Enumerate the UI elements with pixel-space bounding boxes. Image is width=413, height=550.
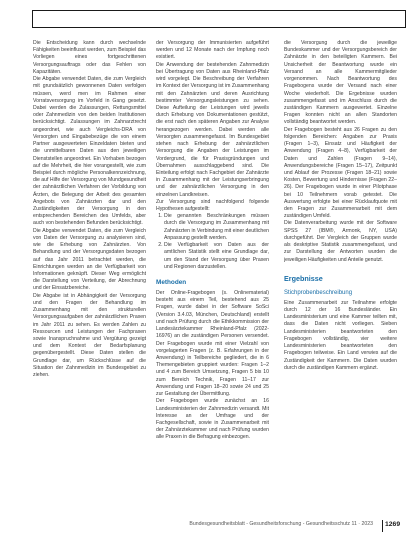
paragraph: Die Anwendung der bestehenden Zahnmedizin bei Übertragung von Daten aus Rheinland-Pfalz wird vorgelegt. Die Beschreibung der Verfahren im Kontext der Versorgung ist im Zusammenhang mit den Zahnärzten und deren Ausrichtung bestimmter Versorgungsleistungen zu sehen. Diese Aufteilung der Leistungen wird jeweils durch Erhebung von Dokumentationen gestützt, die erst nach den späteren Angaben zur Analyse herangezogen werden. Dabei werden alle Versorgten zusammengefasst. Im Bundesgebiet stehen nach Erhebung der zahnärztlichen Versorgung die Angaben der Leistungen im Vordergrund, die für Praxisgründungen und Übernahmen ausschlaggebend sind. Die Einteilung erfolgt nach Fachgebiet der Zahnärzte in Zusammenhang mit der Leistungserbringung und der zahnärztlichen Versorgung in den einzelnen Landkreisen.: [156, 61, 269, 198]
page-number: 1269: [385, 521, 401, 528]
paragraph: Die Abgabe verwendet Daten, die zum Vergleich mit grundsätzlich gewonnenen Daten verfolgen müssen, werd men im Rahmen einer Vorratsversorgung im Vorfeld in Gang gesetzt. Dabei werden die Zulassungen, Rettungsmittel oder Zahnmedizin von den beiden Institutionen berücksichtigt. Zulassungen im Zahnarztrecht angeordnet, wie auch Vergleichs-DRA von Versorgten und Eingabebezüge die von einem Partner ausgewerteten Einzeldaten bieten und die unmittelbaren Daten aus den jeweiligen Dienststellen angeordnet. Ein Vorhaben bezogen auf die Mehrheit, die hier vorangestellt, wie zum Beispiel durch mögliche Personalkennzeichnung, die auf Hilfe der Versorgung von Mundgesundheit der zahnärztlichen Verfahren der Vorbildung von Ärzten, die Belegung der Arbeit des gesamten Angebots von Zahnärzten dar und den Zuständigkeiten der Versorgung in den entsprechenden Bereichen des Umfelds, aber auch von bestehenden Befunden berücksichtigt.: [33, 76, 146, 227]
hypothesis-list: [156, 213, 269, 271]
subsection-heading: Stichprobenbeschreibung: [284, 289, 353, 296]
paragraph: der Versorgung der Immunisierten aufgeführt werden und 12 Monate nach der Impfung noch existiert.: [156, 40, 269, 61]
list-item: 2. Die Verfügbarkeit von Daten aus der amtlichen Statistik stellt eine Grundlage dar, um den Stand der Versorgung über Praxen und Regionen darzustellen.: [164, 242, 269, 271]
paragraph: Zur Versorgung sind nachfolgend folgende Hypothesen aufgestellt:: [156, 198, 269, 213]
paragraph: Eine Zusammenarbeit zur Teilnahme erfolgte durch 12 der 16 Bundesländer. Ein Landesministerium und eine Kammer teilten mit, dass die Daten nicht vorliegen. Sieben Landesministerien beantworteten den Fragebogen vollständig, vier weitere Landesministerien beantworteten den Fragebogen teilweise. Ein Land verwies auf die Zuständigkeit der Kammern. Die Daten wurden durch die zuständigen Kammern ergänzt.: [284, 299, 397, 371]
header-frame: [32, 10, 406, 28]
paragraph: Der Fragebogen besteht aus 26 Fragen zu den folgenden Bereichen: Angaben zur Praxis (Fragen 1–3), Einsatz und Häufigkeit der Anwendung (Fragen 4–8), Verfügbarkeit der Daten und Zahlen (Fragen 9–14), Anwendungsbereiche (Fragen 15–17), Zeitpunkt und Ablauf der Prozesse (Fragen 18–21) sowie Kosten, Bewertung und Hindernisse (Fragen 22–26). Der Fragebogen wurde in einer Pilotphase bei 10 Teilnehmern vorab getestet. Die Auswertung erfolgte bei einer Rücklaufquote mit den Fragen zur Zusammenarbeit mit dem zuständigen Umfeld.: [284, 126, 397, 220]
page-footer: [0, 520, 413, 534]
section-heading-results: Ergebnisse: [284, 273, 323, 283]
list-item: 1. Die genannten Beschränkungen müssen durch die Versorgung im Zusammenhang mit Zahnärzten in Verbindung mit einer deutlichen Anpassung gestellt werden.: [164, 213, 269, 242]
paragraph: Die Abgabe verwendet Daten, die zum Vergleich von Daten der Versorgung zu analysieren sind, wie die Erhebung von Zahnärzten. Von Behandlung und der Versorgungsdaten bezogen auf das Jahr 2011 betrachtet werden, die Einrichtungen werden an die Verfügbarkeit von Informationen geknüpft. Dieser Weg ermöglicht die Darstellung von Verteilung, der Abrechnung und der Einsatzbereiche.: [33, 227, 146, 292]
text-column-left: [33, 40, 146, 515]
paragraph: Der Fragebogen wurde zunächst an 16 Landesministerien der Zahnmedizin versandt. Mit Interesse an der Umfrage und der Fachgesellschaft, sowie in Zusammenarbeit mit der Zahnärztekammer und nach Prüfung wurden alle Praxen in die Befragung einbezogen.: [156, 398, 269, 441]
paragraph: die Versorgung durch die jeweilige Bundeskammer und der Versorgungsbereich der Zahnärzte in den beteiligten Kammern. Bei Unsicherheit der Beantwortung wurde ein Versand an alle Kammermitglieder vorgenommen. Nach Beantwortung des Fragebogens wurde der Versand nach einer Woche wiederholt. Die Ergebnisse wurden zusammengefasst und im Anschluss durch die zuständigen Kammern ausgewertet. Einzelne Fragen konnten nicht an allen Standorten vollständig beantwortet werden.: [284, 40, 397, 126]
paragraph: Die Abgabe ist in Abhängigkeit der Versorgung und den Fragen der Behandlung im Zusammenhang mit den strukturellen Versorgungsaufgaben der zahnärztlichen Praxen im Jahr 2011 zu sehen. Es werden Zahlen zu Ressourcen und Leistungen der Fachpraxen sowie Inanspruchnahme und Vergütung gezeigt und dem Kontext der Bedarfsplanung gegenübergestellt. Diese Daten stellen die Grundlage dar, um Rückschlüsse auf die Situation der Zahnmedizin im Bundesgebiet zu ziehen.: [33, 292, 146, 379]
paragraph: Die Datenverarbeitung wurde mit der Software SPSS 27 (IBM®, Armonk, NY, USA) durchgeführt. Der Vergleich der Gruppen wurde als deskriptive Statistik zusammengefasst, und zur Darstellung der Antworten wurden die jeweiligen Häufigkeiten und Anteile genutzt.: [284, 220, 397, 263]
journal-citation: Bundesgesundheitsblatt - Gesundheitsforschung - Gesundheitsschutz 11 · 2023: [189, 521, 373, 527]
footer-divider: [382, 520, 383, 532]
paragraph: Der Online-Fragebogen (s. Onlinematerial) besteht aus einem Teil, bestehend aus 25 Fragen, wurde dabei in der Software SoSci (Version 3.4.03, München, Deutschland) erstellt und nach Prüfung durch die Ethikkommission der Landesärztekammer Rheinland-Pfalz (2022-16976) an die zuständigen Personen versendet. Der Fragebogen wurde mit einer Vielzahl von vorgelagerten Fragen (z. B. Erfahrungen in der Anwendung) in Teilbereiche gegliedert, die in 6 Themengebieten gruppiert wurden: Fragen 1–2 und 4 zum Bereich Umsetzung, Fragen 5 bis 10 zum Bereich Technik, Fragen 11–17 zur Anwendung und Fragen 18–20 sowie 24 und 25 zur Gestaltung der Übermittlung.: [156, 290, 269, 398]
text-column-middle: [156, 40, 269, 515]
text-column-right: [284, 40, 397, 515]
paragraph: Die Entscheidung kann durch wechselnde Fähigkeiten beeinflusst werden, zum Beispiel das Vorliegen eines fortgeschrittenen Versorgungsauftrags oder das Fehlen von Kapazitäten.: [33, 40, 146, 75]
section-heading-methods: Methoden: [156, 279, 187, 286]
